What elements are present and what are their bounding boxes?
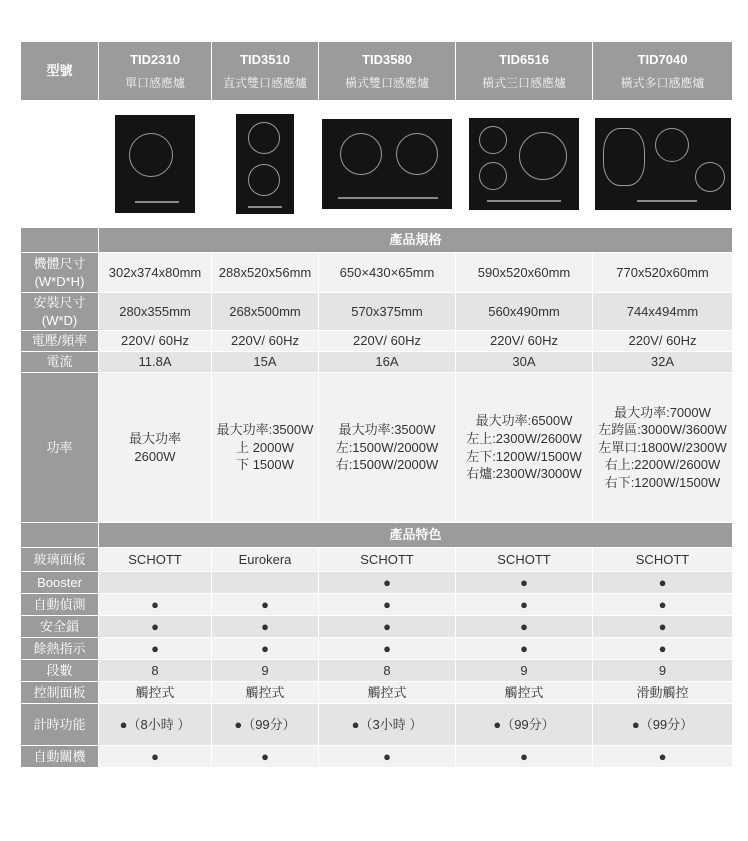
cooktop-horizontal-double-image xyxy=(322,119,452,209)
control-strip xyxy=(248,206,282,208)
table-cell: 最大功率:6500W 左上:2300W/2600W 左下:1200W/1500W 右爐:2300W/3000W xyxy=(456,373,593,523)
model-header-cell xyxy=(593,42,733,101)
table-row xyxy=(21,352,733,373)
control-strip xyxy=(338,197,438,199)
table-cell: ● xyxy=(456,746,593,768)
table-cell: 16A xyxy=(319,352,456,373)
table-cell: 觸控式 xyxy=(212,682,319,704)
table-cell: ●（99分） xyxy=(456,704,593,746)
table-cell: 觸控式 xyxy=(456,682,593,704)
table-row xyxy=(21,572,733,594)
table-cell: 滑動觸控 xyxy=(593,682,733,704)
burner-ring xyxy=(479,162,507,190)
table-cell: ● xyxy=(212,594,319,616)
row-label: 自動關機 xyxy=(21,746,99,768)
table-cell: ● xyxy=(593,616,733,638)
table-row xyxy=(21,746,733,768)
section-spacer xyxy=(21,228,99,253)
table-cell: 32A xyxy=(593,352,733,373)
product-image-cell xyxy=(593,101,733,228)
model-header-cell xyxy=(99,42,212,101)
table-row xyxy=(21,682,733,704)
row-label: 電壓/頻率 xyxy=(21,331,99,352)
table-row xyxy=(21,548,733,572)
product-image-row xyxy=(21,101,733,228)
model-name: 直式雙口感應爐 xyxy=(222,75,307,90)
table-cell: 220V/ 60Hz xyxy=(99,331,212,352)
table-cell: 最大功率:3500W 上 2000W 下 1500W xyxy=(212,373,319,523)
table-cell: SCHOTT xyxy=(99,548,212,572)
table-cell: 30A xyxy=(456,352,593,373)
table-cell: ●（99分） xyxy=(212,704,319,746)
table-cell: 280x355mm xyxy=(99,293,212,331)
table-cell: ● xyxy=(456,594,593,616)
row-label: Booster xyxy=(21,572,99,594)
section-header-features xyxy=(21,523,733,548)
cooktop-vertical-double-image xyxy=(236,114,294,214)
product-image-cell xyxy=(99,101,212,228)
table-cell: ● xyxy=(212,746,319,768)
table-cell: ●（99分） xyxy=(593,704,733,746)
model-number: TID7040 xyxy=(637,52,688,68)
table-cell: 最大功率:7000W 左跨區:3000W/3600W 左單口:1800W/2300W 右上:2200W/2600W 右下:1200W/1500W xyxy=(593,373,733,523)
row-label: 餘熱指示 xyxy=(21,638,99,660)
table-cell: 9 xyxy=(456,660,593,682)
table-cell: 302x374x80mm xyxy=(99,253,212,293)
feature-rows xyxy=(21,548,733,768)
model-number: TID3510 xyxy=(240,52,290,68)
table-cell: ● xyxy=(319,746,456,768)
row-label: 電流 xyxy=(21,352,99,373)
table-cell: 770x520x60mm xyxy=(593,253,733,293)
model-header-cell xyxy=(212,42,319,101)
cooktop-multi-image xyxy=(595,118,731,210)
model-header-cell xyxy=(456,42,593,101)
cooktop-triple-image xyxy=(469,118,579,210)
model-number: TID6516 xyxy=(499,52,549,68)
table-row xyxy=(21,704,733,746)
product-image-cell xyxy=(212,101,319,228)
table-cell: ● xyxy=(593,638,733,660)
burner-ring xyxy=(603,128,645,186)
table-cell: 220V/ 60Hz xyxy=(212,331,319,352)
control-strip xyxy=(637,200,697,202)
table-cell: ● xyxy=(593,572,733,594)
row-label: 自動偵測 xyxy=(21,594,99,616)
table-cell: 268x500mm xyxy=(212,293,319,331)
table-cell: ● xyxy=(212,638,319,660)
table-cell: Eurokera xyxy=(212,548,319,572)
table-row xyxy=(21,660,733,682)
table-cell: SCHOTT xyxy=(456,548,593,572)
burner-ring xyxy=(248,122,280,154)
table-cell: ● xyxy=(99,638,212,660)
table-cell: 220V/ 60Hz xyxy=(593,331,733,352)
burner-ring xyxy=(396,133,438,175)
table-cell: 220V/ 60Hz xyxy=(319,331,456,352)
model-header-cell xyxy=(319,42,456,101)
table-cell xyxy=(99,572,212,594)
control-strip xyxy=(135,201,179,203)
table-cell: ● xyxy=(319,594,456,616)
model-number: TID2310 xyxy=(130,52,180,68)
table-cell: 最大功率:3500W 左:1500W/2000W 右:1500W/2000W xyxy=(319,373,456,523)
table-cell: 9 xyxy=(212,660,319,682)
table-cell: ● xyxy=(456,638,593,660)
section-title: 產品特色 xyxy=(99,523,733,548)
table-row xyxy=(21,253,733,293)
table-cell: ● xyxy=(99,746,212,768)
control-strip xyxy=(487,200,561,202)
table-cell: SCHOTT xyxy=(593,548,733,572)
table-cell: ● xyxy=(593,746,733,768)
model-header-row xyxy=(21,42,733,101)
table-cell: 590x520x60mm xyxy=(456,253,593,293)
table-cell: ● xyxy=(99,616,212,638)
table-cell: 570x375mm xyxy=(319,293,456,331)
table-cell: ● xyxy=(319,638,456,660)
table-cell: 744x494mm xyxy=(593,293,733,331)
table-cell: ● xyxy=(99,594,212,616)
table-cell: ● xyxy=(212,616,319,638)
table-row xyxy=(21,373,733,523)
table-cell: 15A xyxy=(212,352,319,373)
burner-ring xyxy=(479,126,507,154)
table-cell: 220V/ 60Hz xyxy=(456,331,593,352)
table-cell: 觸控式 xyxy=(319,682,456,704)
model-name: 單口感應爐 xyxy=(124,75,185,90)
burner-ring xyxy=(340,133,382,175)
table-row xyxy=(21,293,733,331)
table-cell: 560x490mm xyxy=(456,293,593,331)
table-cell xyxy=(212,572,319,594)
comparison-table xyxy=(20,41,733,768)
section-title: 產品規格 xyxy=(99,228,733,253)
table-cell: 觸控式 xyxy=(99,682,212,704)
table-cell: 650×430×65mm xyxy=(319,253,456,293)
model-name: 橫式雙口感應爐 xyxy=(344,75,429,90)
table-cell: 9 xyxy=(593,660,733,682)
table-cell: ● xyxy=(456,616,593,638)
product-image-cell xyxy=(456,101,593,228)
row-label: 計時功能 xyxy=(21,704,99,746)
table-cell: ● xyxy=(319,616,456,638)
product-image-cell xyxy=(319,101,456,228)
row-label: 安裝尺寸 (W*D) xyxy=(21,293,99,331)
burner-ring xyxy=(695,162,725,192)
table-cell: 最大功率 2600W xyxy=(99,373,212,523)
table-cell: SCHOTT xyxy=(319,548,456,572)
table-cell: 8 xyxy=(99,660,212,682)
burner-ring xyxy=(519,132,567,180)
table-cell: ●（3小時 ） xyxy=(319,704,456,746)
row-label: 玻璃面板 xyxy=(21,548,99,572)
table-row xyxy=(21,594,733,616)
table-row xyxy=(21,616,733,638)
model-header-label: 型號 xyxy=(21,42,99,101)
table-row xyxy=(21,638,733,660)
row-label: 功率 xyxy=(21,373,99,523)
table-cell: ● xyxy=(456,572,593,594)
burner-ring xyxy=(129,133,173,177)
image-row-label xyxy=(21,101,99,228)
table-cell: ● xyxy=(319,572,456,594)
cooktop-single-image xyxy=(115,115,195,213)
row-label: 機體尺寸 (W*D*H) xyxy=(21,253,99,293)
model-number: TID3580 xyxy=(362,52,412,68)
table-row xyxy=(21,331,733,352)
section-spacer xyxy=(21,523,99,548)
table-cell: 288x520x56mm xyxy=(212,253,319,293)
model-name: 橫式多口感應爐 xyxy=(620,75,705,90)
table-cell: 11.8A xyxy=(99,352,212,373)
table-cell: 8 xyxy=(319,660,456,682)
table-cell: ●（8小時 ） xyxy=(99,704,212,746)
burner-ring xyxy=(655,128,689,162)
row-label: 控制面板 xyxy=(21,682,99,704)
row-label: 段數 xyxy=(21,660,99,682)
section-header-spec xyxy=(21,228,733,253)
table-cell: ● xyxy=(593,594,733,616)
row-label: 安全鎖 xyxy=(21,616,99,638)
spec-rows xyxy=(21,253,733,523)
model-name: 橫式三口感應爐 xyxy=(481,75,566,90)
burner-ring xyxy=(248,164,280,196)
